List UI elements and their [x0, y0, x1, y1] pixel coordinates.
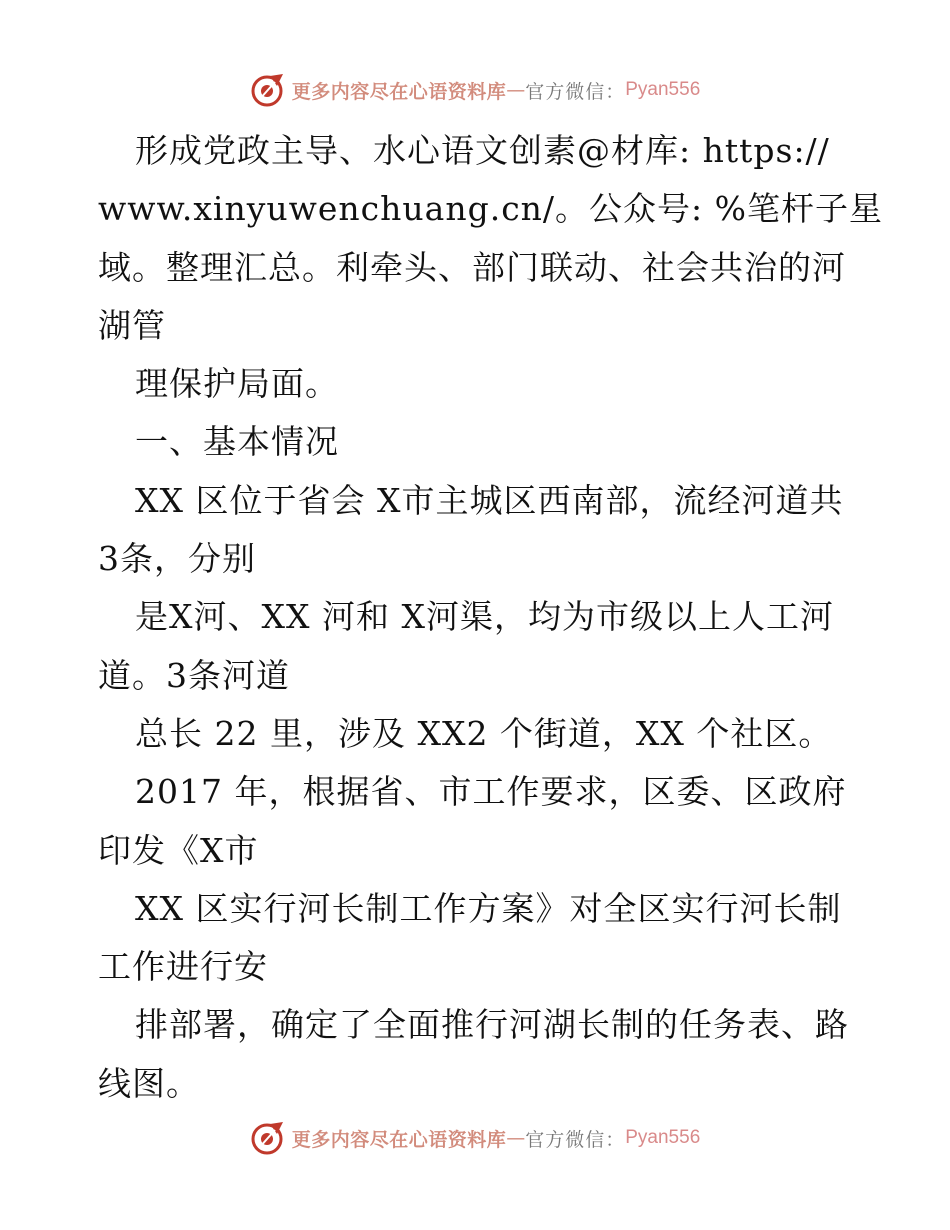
text-line: 理保护局面。: [135, 364, 339, 404]
footer-watermark-banner: [0, 1118, 950, 1158]
text-line: 域。整理汇总。利牵头、部门联动、社会共治的河: [98, 247, 846, 287]
text-line: 工作进行安: [98, 947, 268, 987]
text-line: 湖管: [98, 305, 166, 345]
banner-wechat-label: 官方微信：: [525, 80, 626, 103]
header-watermark-banner: [0, 70, 950, 110]
text-line: 形成党政主导、水心语文创素@材库: https://: [135, 131, 830, 170]
brand-logo-icon: [250, 72, 286, 108]
text-line: www.xinyuwenchuang.cn/。公众号: %笔杆子星: [98, 189, 884, 229]
section-heading: 一、基本情况: [135, 422, 339, 462]
text-line: 道。3条河道: [98, 655, 290, 695]
text-line: 线图。: [98, 1063, 200, 1103]
banner-wechat-id: Pyan556: [625, 1127, 701, 1148]
text-line: XX 区位于省会 X市主城区西南部，流经河道共: [135, 480, 844, 520]
banner-main-text: 更多内容尽在心语资料库: [291, 80, 507, 103]
text-line: 印发《X市: [98, 830, 259, 870]
text-line: 总长 22 里，涉及 XX2 个街道，XX 个社区。: [135, 713, 833, 753]
text-line: XX 区实行河长制工作方案》对全区实行河长制: [135, 888, 842, 928]
text-line: 排部署，确定了全面推行河湖长制的任务表、路: [135, 1005, 849, 1045]
text-line: 3条，分别: [98, 539, 256, 579]
banner-dash: —: [506, 1127, 526, 1149]
banner-wechat-label: 官方微信：: [525, 1128, 626, 1151]
brand-logo-icon: [250, 1120, 286, 1156]
banner-main-text: 更多内容尽在心语资料库: [291, 1128, 507, 1151]
banner-wechat-id: Pyan556: [625, 79, 701, 100]
text-line: 2017 年，根据省、市工作要求，区委、区政府: [135, 772, 847, 812]
banner-dash: —: [506, 79, 526, 101]
document-body: [98, 122, 884, 1113]
text-line: 是X河、XX 河和 X河渠，均为市级以上人工河: [135, 597, 834, 637]
